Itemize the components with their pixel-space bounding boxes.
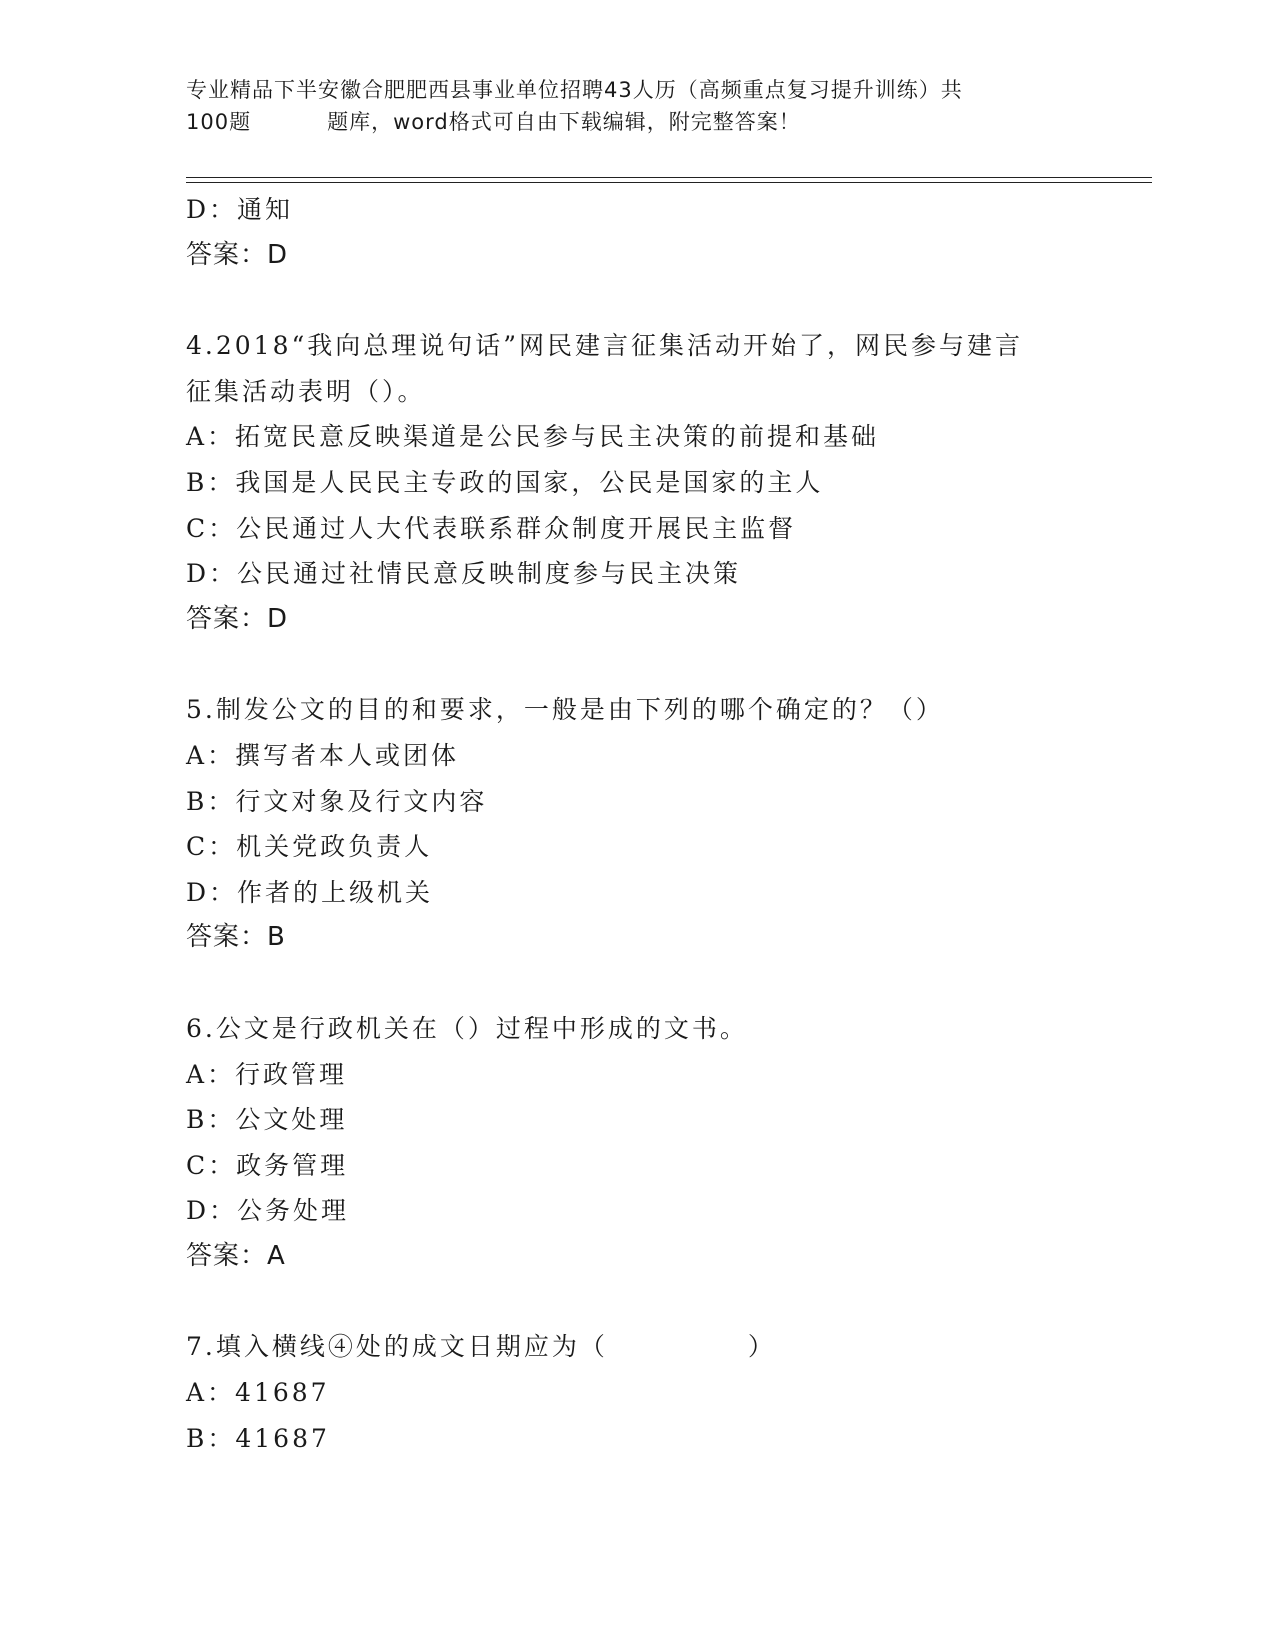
option-a: A：行政管理: [186, 1059, 348, 1089]
question-block-4: [186, 323, 1152, 642]
option-d: D：作者的上级机关: [186, 877, 434, 907]
question-stem: 5.制发公文的目的和要求，一般是由下列的哪个确定的？（）: [186, 695, 944, 725]
option-d: D：公民通过社情民意反映制度参与民主决策: [186, 559, 742, 589]
option-a: A：41687: [186, 1378, 330, 1408]
option-c: C：公民通过人大代表联系群众制度开展民主监督: [186, 513, 797, 543]
option-b: B：公文处理: [186, 1105, 348, 1135]
option-b: B：行文对象及行文内容: [186, 786, 488, 816]
header-count: 100题: [186, 110, 252, 134]
option-b: B：我国是人民民主专政的国家，公民是国家的主人: [186, 467, 824, 497]
question-block-5: [186, 687, 1152, 961]
question-stem: 7.填入横线④处的成文日期应为（ ）: [186, 1332, 776, 1362]
question-stem-continued: 征集活动表明（）。: [186, 376, 426, 406]
document-header: [186, 74, 1086, 138]
answer-line: 答案：D: [186, 603, 289, 634]
header-title-line-2: [186, 106, 1086, 138]
option-d: D：公务处理: [186, 1196, 350, 1226]
header-rule-top: [186, 177, 1152, 178]
answer-line: 答案：A: [186, 1240, 286, 1271]
question-stem: 4.2018“我向总理说句话”网民建言征集活动开始了，网民参与建言: [186, 331, 1024, 361]
question-block-previous: [186, 187, 1152, 278]
option-a: A：撰写者本人或团体: [186, 740, 460, 770]
answer-line: 答案：D: [186, 239, 289, 270]
header-description: 题库，word格式可自由下载编辑，附完整答案！: [327, 110, 801, 134]
question-list: [186, 187, 1152, 1461]
header-title-line-1: 专业精品下半安徽合肥肥西县事业单位招聘43人历（高频重点复习提升训练）共: [186, 78, 963, 102]
option-c: C：机关党政负责人: [186, 832, 433, 862]
question-block-7: [186, 1324, 1152, 1461]
option-d: D：通知: [186, 195, 294, 224]
option-a: A：拓宽民意反映渠道是公民参与民主决策的前提和基础: [186, 422, 880, 452]
answer-line: 答案：B: [186, 922, 286, 953]
option-c: C：政务管理: [186, 1150, 349, 1180]
question-stem: 6.公文是行政机关在（）过程中形成的文书。: [186, 1013, 748, 1043]
option-b: B：41687: [186, 1423, 330, 1453]
header-rule-bottom: [186, 182, 1152, 183]
question-block-6: [186, 1006, 1152, 1280]
